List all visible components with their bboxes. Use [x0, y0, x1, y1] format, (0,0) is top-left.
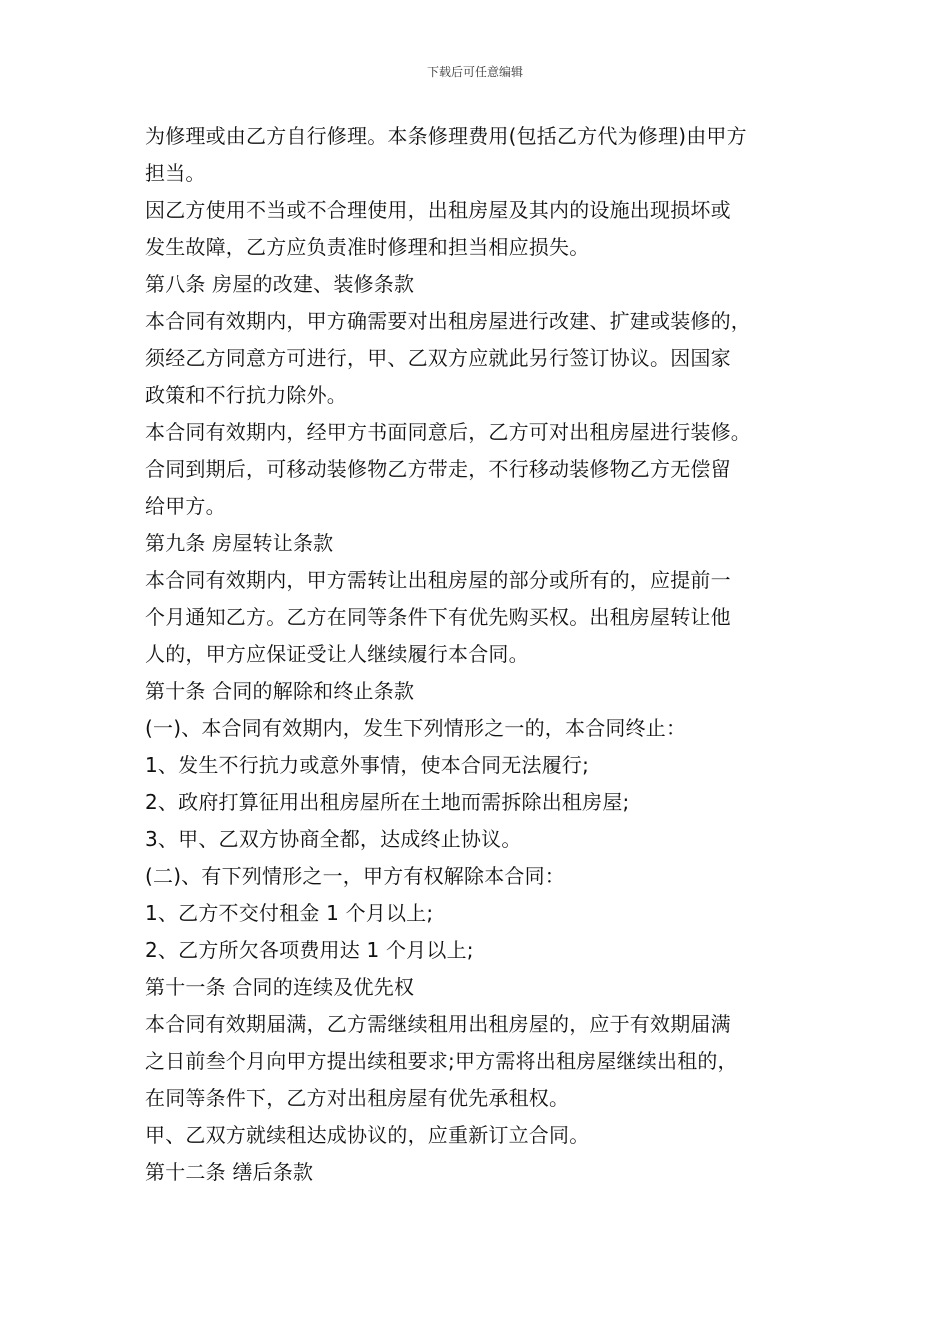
text-line: 因乙方使用不当或不合理使用，出租房屋及其内的设施出现损坏或: [145, 198, 731, 222]
text-line: 发生故障，乙方应负责准时修理和担当相应损失。: [145, 235, 590, 259]
text-line: 本合同有效期届满，乙方需继续租用出租房屋的，应于有效期届满: [145, 1012, 731, 1036]
section-heading: 第十一条 合同的连续及优先权: [145, 975, 415, 999]
text-line: (二)、有下列情形之一，甲方有权解除本合同：: [145, 864, 566, 888]
text-line: 在同等条件下，乙方对出租房屋有优先承租权。: [145, 1086, 570, 1110]
list-item: 2、乙方所欠各项费用达 1 个月以上;: [145, 938, 474, 962]
list-item: 1、发生不行抗力或意外事情，使本合同无法履行;: [145, 753, 590, 777]
section-heading: 第八条 房屋的改建、装修条款: [145, 272, 415, 296]
text-line: 本合同有效期内，经甲方书面同意后，乙方可对出租房屋进行装修。: [145, 420, 751, 444]
text-line: 本合同有效期内，甲方确需要对出租房屋进行改建、扩建或装修的，: [145, 309, 751, 333]
text-line: 人的，甲方应保证受让人继续履行本合同。: [145, 642, 529, 666]
list-item: 1、乙方不交付租金 1 个月以上;: [145, 901, 434, 925]
text-line: 为修理或由乙方自行修理。本条修理费用(包括乙方代为修理)由甲方: [145, 124, 747, 148]
text-line: 之日前叁个月向甲方提出续租要求;甲方需将出租房屋继续出租的，: [145, 1049, 738, 1073]
text-line: 政策和不行抗力除外。: [145, 383, 347, 407]
text-line: 本合同有效期内，甲方需转让出租房屋的部分或所有的，应提前一: [145, 568, 731, 592]
text-line: 须经乙方同意方可进行，甲、乙双方应就此另行签订协议。因国家: [145, 346, 731, 370]
text-line: 甲、乙双方就续租达成协议的，应重新订立合同。: [145, 1123, 590, 1147]
page-header: 下载后可任意编辑: [426, 65, 523, 79]
text-line: 担当。: [145, 161, 206, 185]
section-heading: 第十二条 缮后条款: [145, 1160, 314, 1184]
text-line: 个月通知乙方。乙方在同等条件下有优先购买权。出租房屋转让他: [145, 605, 731, 629]
document-body: [145, 118, 835, 1191]
text-line: (一)、本合同有效期内，发生下列情形之一的，本合同终止：: [145, 716, 687, 740]
text-line: 给甲方。: [145, 494, 226, 518]
list-item: 2、政府打算征用出租房屋所在土地而需拆除出租房屋;: [145, 790, 630, 814]
section-heading: 第十条 合同的解除和终止条款: [145, 679, 415, 703]
list-item: 3、甲、乙双方协商全都，达成终止协议。: [145, 827, 522, 851]
section-heading: 第九条 房屋转让条款: [145, 531, 334, 555]
text-line: 合同到期后，可移动装修物乙方带走，不行移动装修物乙方无偿留: [145, 457, 731, 481]
